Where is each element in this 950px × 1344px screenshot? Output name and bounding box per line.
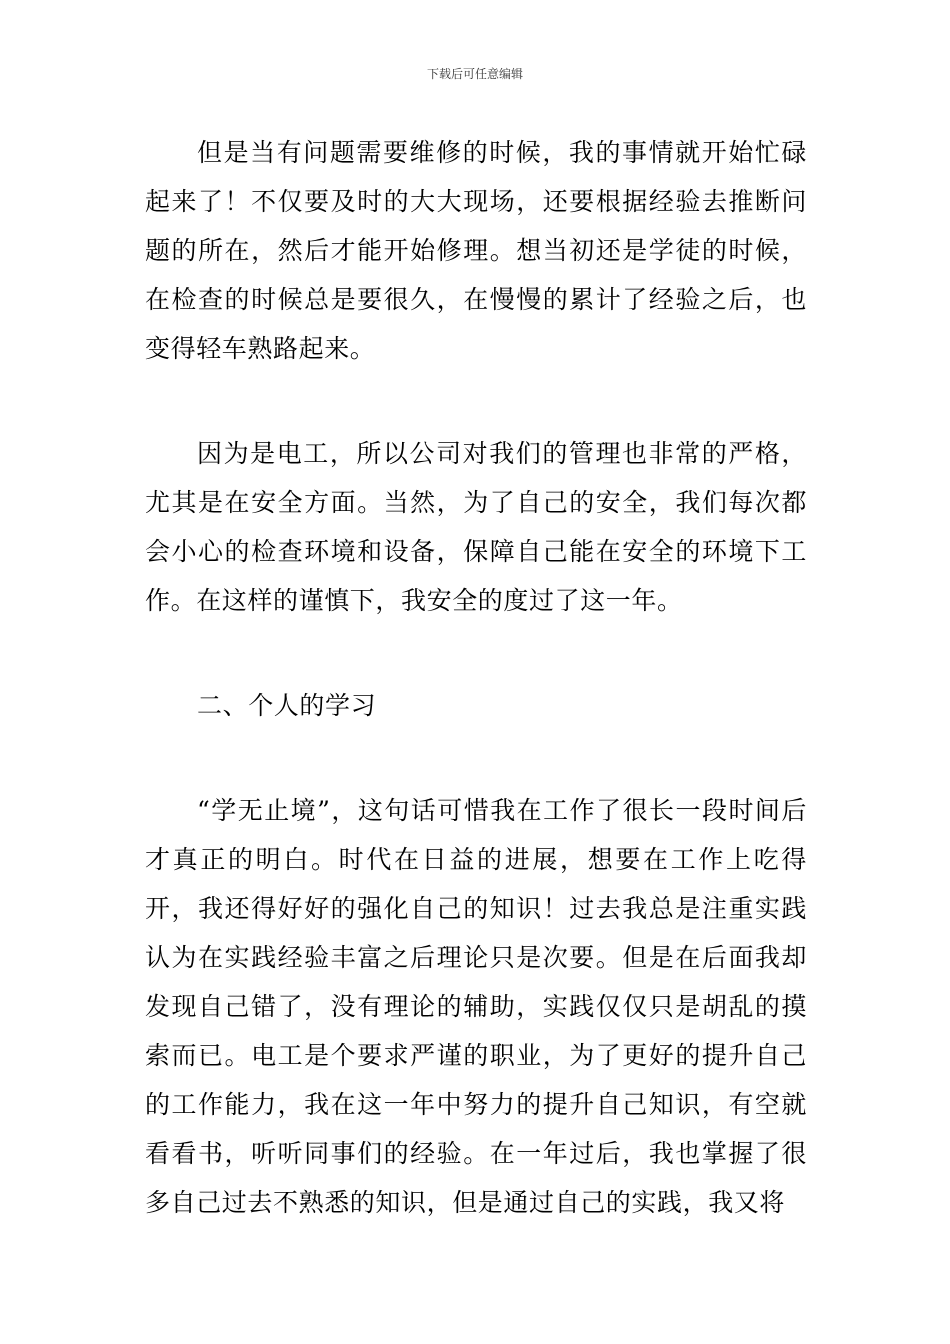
paragraph-learning: “学无止境”，这句话可惜我在工作了很长一段时间后才真正的明白。时代在日益的进展，想要在工作上吃得开，我还得好好的强化自己的知识！过去我总是注重实践认为在实践经验丰富之后理论只是次要。但是在后面我却发现自己错了，没有理论的辅助，实践仅仅只是胡乱的摸索而已。电工是个要求严谨的职业，为了更好的提升自己的工作能力，我在这一年中努力的提升自己知识，有空就看看书，听听同事们的经验。在一年过后，我也掌握了很多自己过去不熟悉的知识，但是通过自己的实践，我又将 xyxy=(145,796,807,1217)
paragraph-spacer xyxy=(145,730,807,786)
section-heading-learning: 二、个人的学习 xyxy=(197,691,377,720)
page-header: 下载后可任意编辑 xyxy=(426,67,523,81)
paragraph-repair-work: 但是当有问题需要维修的时候，我的事情就开始忙碌起来了！不仅要及时的大大现场，还要根据经验去推断问题的所在，然后才能开始修理。想当初还是学徒的时候，在检查的时候总是要很久，在慢慢的累计了经验之后，也变得轻车熟路起来。 xyxy=(145,138,807,363)
document-body xyxy=(145,128,807,1227)
paragraph-spacer xyxy=(145,625,807,681)
paragraph-spacer xyxy=(145,373,807,429)
paragraph-safety: 因为是电工，所以公司对我们的管理也非常的严格，尤其是在安全方面。当然，为了自己的安全，我们每次都会小心的检查环境和设备，保障自己能在安全的环境下工作。在这样的谨慎下，我安全的度过了这一年。 xyxy=(145,439,807,615)
